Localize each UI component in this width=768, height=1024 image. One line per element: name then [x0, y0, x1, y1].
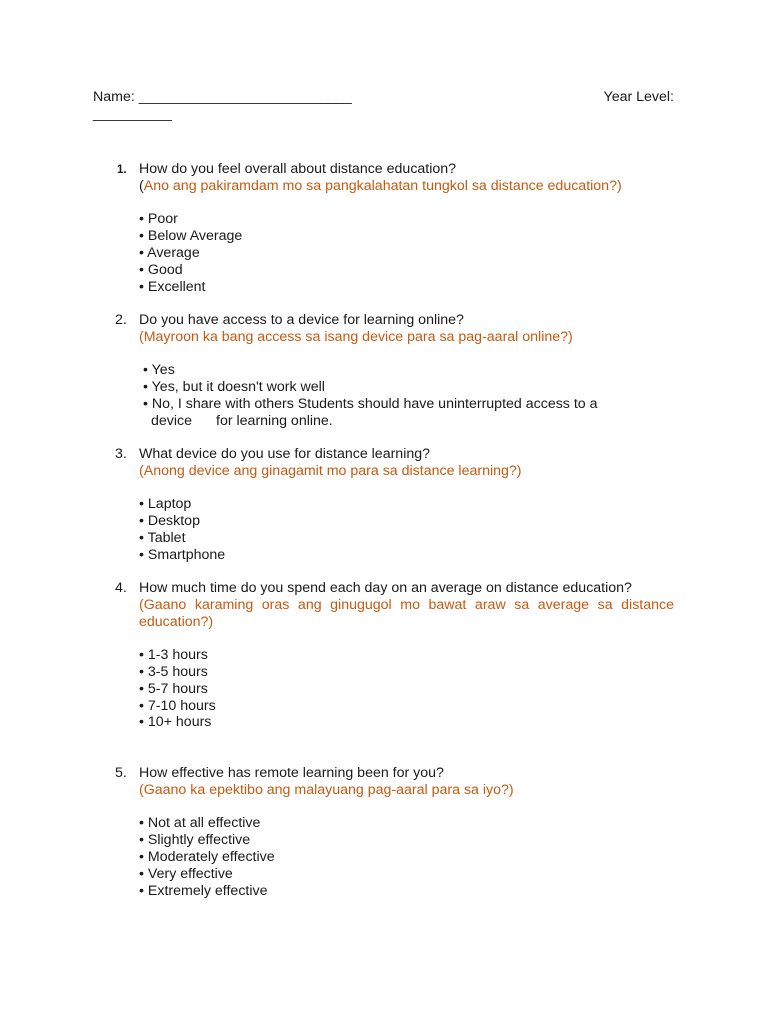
option-item: • Desktop — [139, 513, 200, 530]
question-number: 5. — [115, 765, 127, 781]
option-list — [139, 647, 674, 731]
question-text: What device do you use for distance learning? — [139, 446, 431, 462]
option-item: • Average — [139, 244, 200, 261]
option-item: • Tablet — [139, 529, 186, 546]
option-item: • 3-5 hours — [139, 663, 208, 680]
option-item: • Not at all effective — [139, 815, 261, 832]
year-level-label: Year Level: — [603, 89, 674, 105]
option-item: • 1-3 hours — [139, 647, 208, 664]
option-item: • Below Average — [139, 228, 243, 245]
header-row — [93, 89, 674, 106]
translation-text: Ano ang pakiramdam mo sa pangkalahatan tungkol sa distance education?) — [143, 177, 622, 194]
question-translation: (Gaano ka epektibo ang malayuang pag-aaral para sa iyo?) — [139, 781, 514, 798]
option-item: • Excellent — [139, 278, 206, 295]
question-text: How much time do you spend each day on an average on distance education? — [139, 580, 632, 596]
question-translation — [139, 178, 674, 195]
question-number: 4. — [115, 580, 127, 596]
question-number: 2. — [115, 312, 127, 328]
option-line-2-start: device — [151, 412, 193, 429]
question-3 — [115, 446, 674, 578]
option-item: • 5-7 hours — [139, 680, 208, 697]
question-translation: (Anong device ang ginagamit mo para sa distance learning?) — [139, 462, 522, 479]
option-item: • 10+ hours — [139, 714, 212, 731]
option-item: • Good — [139, 261, 183, 278]
option-item: • Poor — [139, 211, 178, 228]
question-number: 1. — [117, 164, 127, 176]
option-line-2 — [143, 413, 674, 430]
option-item: • Very effective — [139, 865, 233, 882]
option-item: • Extremely effective — [139, 882, 268, 899]
question-translation: (Gaano karaming oras ang ginugugol mo bawat araw sa average sa distance education?) — [139, 596, 674, 630]
question-2 — [115, 312, 674, 444]
question-translation: (Mayroon ka bang access sa isang device para sa pag-aaral online?) — [139, 328, 573, 345]
option-item: • Slightly effective — [139, 832, 251, 849]
question-4 — [115, 580, 674, 745]
option-item: • Smartphone — [139, 546, 226, 563]
option-list — [139, 496, 674, 563]
year-level-blank: __________ — [93, 106, 172, 122]
question-5 — [115, 765, 674, 914]
question-text: How effective has remote learning been for you? — [139, 765, 444, 781]
option-item: • Yes, but it doesn't work well — [143, 379, 325, 396]
name-field-label: Name: ___________________________ — [93, 89, 352, 105]
option-item: • Yes — [143, 362, 175, 379]
option-item: • Moderately effective — [139, 848, 275, 865]
question-text: How do you feel overall about distance education? — [139, 161, 457, 177]
option-list — [139, 815, 674, 899]
translation-open-paren: ( — [139, 177, 144, 194]
option-line-1: • No, I share with others Students should have uninterrupted access to a — [143, 395, 598, 412]
question-1 — [115, 161, 674, 310]
option-list — [139, 211, 674, 295]
option-item: • 7-10 hours — [139, 697, 216, 714]
option-list — [139, 362, 674, 429]
question-number: 3. — [115, 446, 127, 462]
question-text: Do you have access to a device for learning online? — [139, 312, 464, 328]
option-line-2-end: for learning online. — [216, 412, 333, 429]
option-item: • Laptop — [139, 496, 192, 513]
option-item-wrapped — [139, 396, 674, 430]
